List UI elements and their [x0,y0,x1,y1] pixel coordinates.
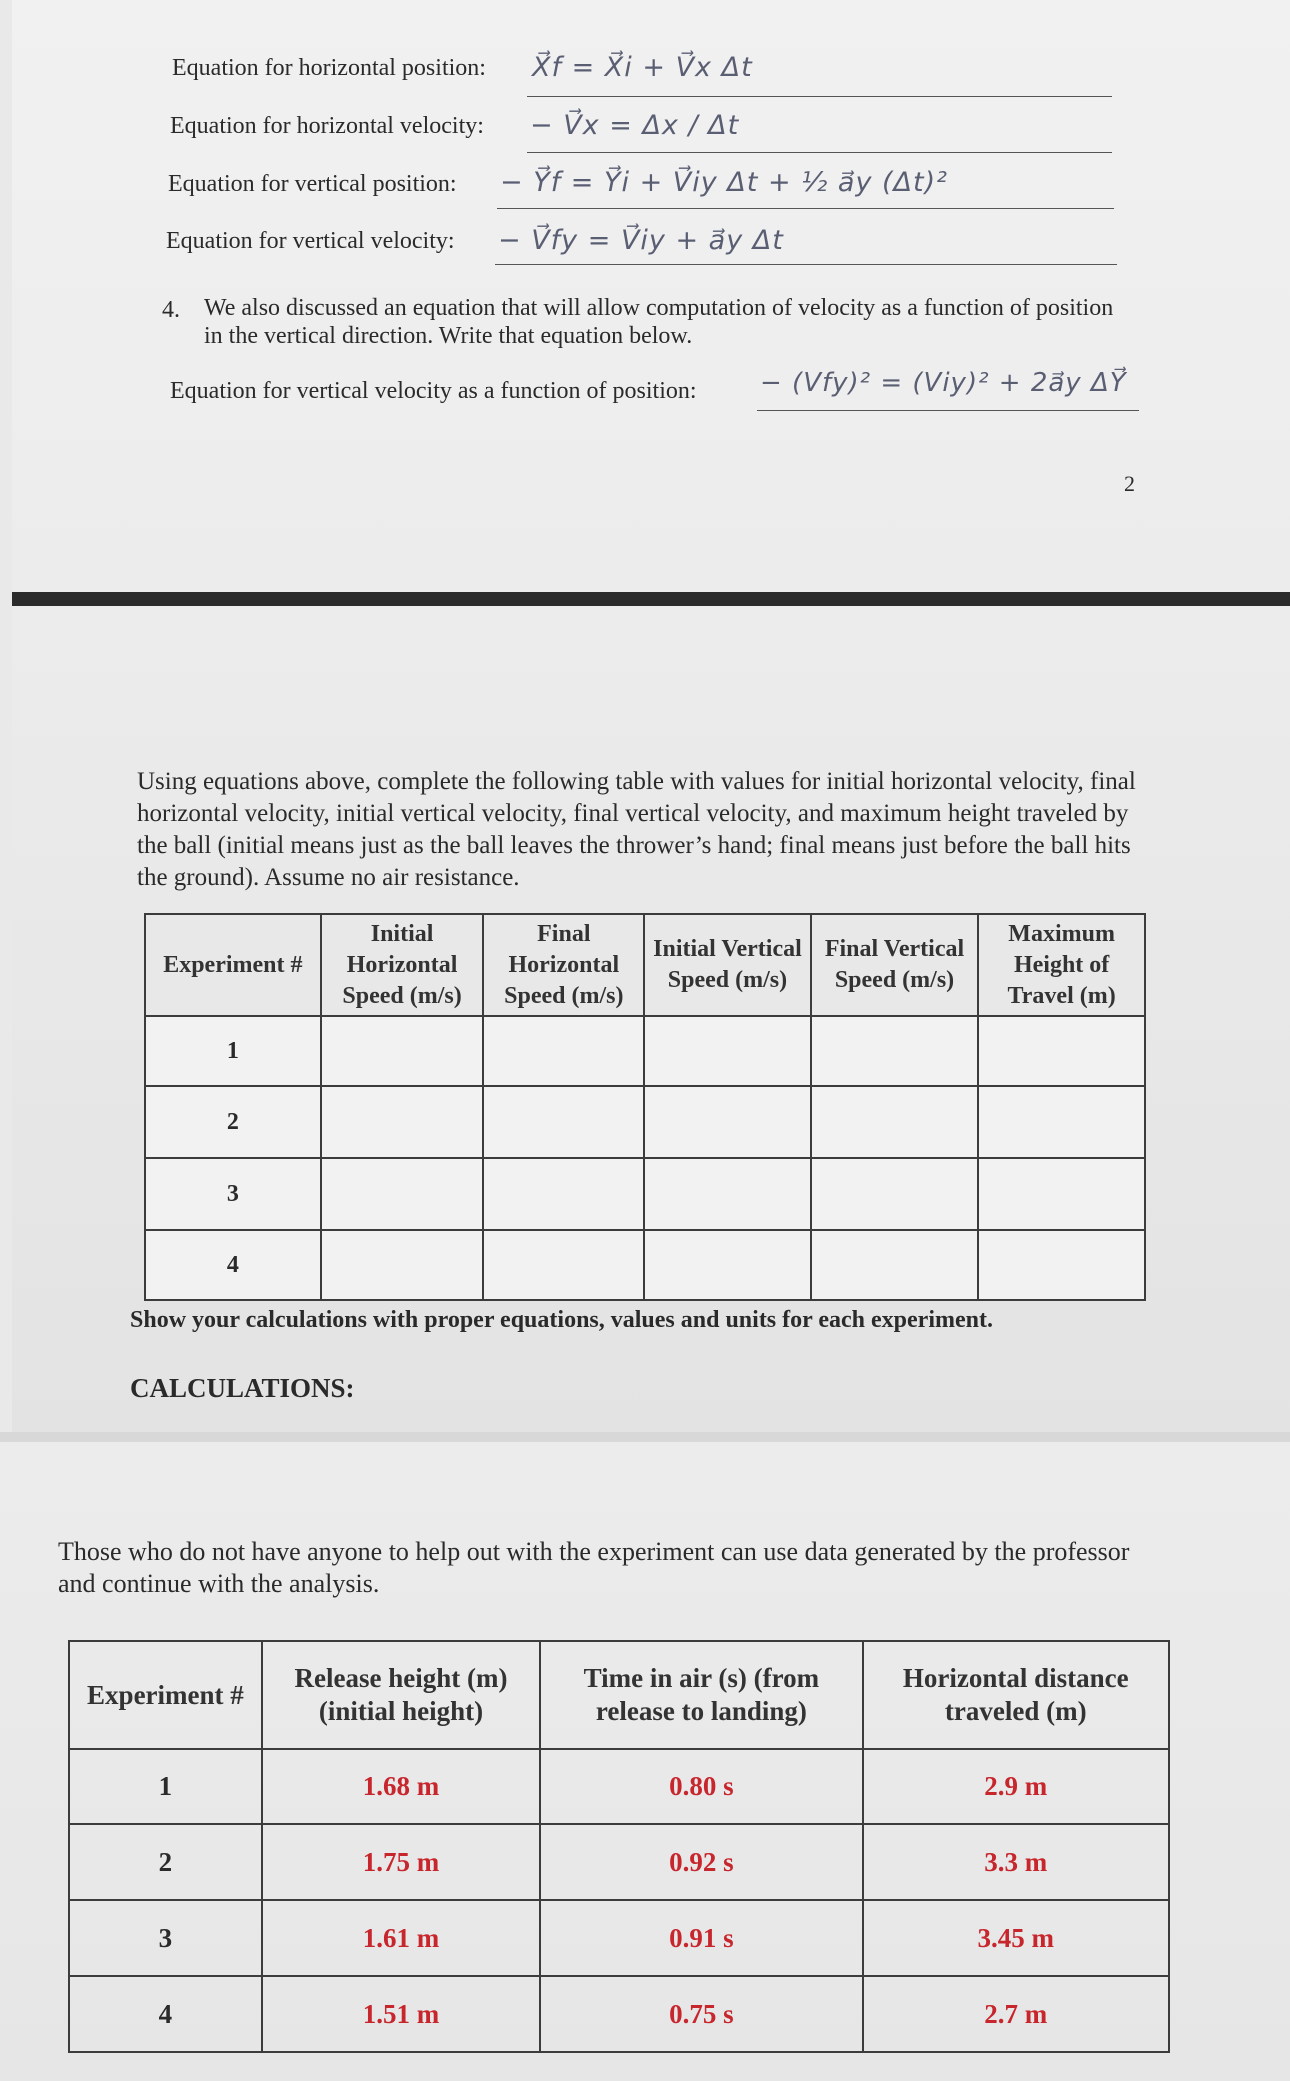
input-cell[interactable] [978,1230,1145,1300]
header-horizontal-distance: Horizontal distance traveled (m) [863,1641,1169,1749]
header-max-height: Maximum Height of Travel (m) [978,914,1145,1016]
answer-line [497,208,1114,209]
input-cell[interactable] [978,1086,1145,1158]
answer-line [527,96,1112,97]
release-height-value: 1.61 m [262,1900,540,1976]
calculations-heading: CALCULATIONS: [130,1373,355,1403]
experiment-number: 4 [69,1976,262,2052]
equation-label-vertical-velocity: Equation for vertical velocity: [166,228,455,254]
horizontal-distance-value: 3.3 m [863,1824,1169,1900]
show-calculations-note: Show your calculations with proper equations, values and units for each experiment. [130,1307,993,1333]
experiment-number: 1 [69,1749,262,1824]
time-in-air-value: 0.91 s [540,1900,862,1976]
horizontal-distance-value: 3.45 m [863,1900,1169,1976]
answer-velocity-position: − (Vfy)² = (Viy)² + 2a⃗y ΔY⃗ [760,368,1127,398]
input-cell[interactable] [321,1158,484,1230]
input-cell[interactable] [978,1158,1145,1230]
input-cell[interactable] [321,1230,484,1300]
results-table [144,913,1146,1301]
experiment-number: 2 [69,1824,262,1900]
header-time-in-air: Time in air (s) (from release to landing) [540,1641,862,1749]
experiment-number: 4 [145,1230,321,1300]
horizontal-distance-value: 2.9 m [863,1749,1169,1824]
velocity-position-label: Equation for vertical velocity as a function of position: [170,378,697,404]
answer-line [757,410,1139,411]
input-cell[interactable] [644,1086,811,1158]
page-gap [0,1432,1290,1442]
input-cell[interactable] [644,1158,811,1230]
answer-vertical-position: − Y⃗f = Y⃗i + V⃗iy Δt + ½ a⃗y (Δt)² [500,167,948,198]
header-experiment: Experiment # [145,914,321,1016]
equation-label-horizontal-velocity: Equation for horizontal velocity: [170,113,484,139]
table-row [69,1749,1169,1824]
answer-horizontal-velocity: − V⃗x = Δx / Δt [530,110,740,141]
input-cell[interactable] [321,1086,484,1158]
input-cell[interactable] [483,1086,644,1158]
table-row [145,1230,1145,1300]
table-header-row [145,914,1145,1016]
instructions-text: Using equations above, complete the following table with values for initial horizontal velocity, final horizontal velocity, initial vertical velocity, final vertical velocity, and maximum height traveled by the ball (initial means just as the ball leaves the thrower’s hand; final means just before the ball hits the ground). Assume no air resistance. [137,768,1136,891]
input-cell[interactable] [483,1230,644,1300]
question-number: 4. [162,297,180,323]
page-divider [12,592,1290,606]
answer-line [495,264,1117,265]
experiment-number: 2 [145,1086,321,1158]
input-cell[interactable] [811,1230,979,1300]
table-row [145,1016,1145,1086]
table-row [69,1976,1169,2052]
horizontal-distance-value: 2.7 m [863,1976,1169,2052]
release-height-value: 1.68 m [262,1749,540,1824]
answer-line [527,152,1112,153]
table-row [69,1900,1169,1976]
data-intro-text: Those who do not have anyone to help out with the experiment can use data generated by the professor and continue with the analysis. [58,1537,1130,1598]
time-in-air-value: 0.92 s [540,1824,862,1900]
experiment-number: 3 [145,1158,321,1230]
worksheet-page-data [0,1442,1290,2081]
answer-horizontal-position: X⃗f = X⃗i + V⃗x Δt [532,52,753,83]
input-cell[interactable] [811,1016,979,1086]
experiment-number: 3 [69,1900,262,1976]
input-cell[interactable] [644,1230,811,1300]
input-cell[interactable] [483,1016,644,1086]
page-number: 2 [1124,471,1135,496]
input-cell[interactable] [811,1086,979,1158]
table-row [145,1158,1145,1230]
header-initial-vertical: Initial Vertical Speed (m/s) [644,914,811,1016]
input-cell[interactable] [811,1158,979,1230]
input-cell[interactable] [321,1016,484,1086]
table-row [69,1824,1169,1900]
header-final-vertical: Final Vertical Speed (m/s) [811,914,979,1016]
table-header-row [69,1641,1169,1749]
input-cell[interactable] [978,1016,1145,1086]
equation-label-vertical-position: Equation for vertical position: [168,171,457,197]
time-in-air-value: 0.80 s [540,1749,862,1824]
worksheet-page-table [12,606,1290,1432]
input-cell[interactable] [644,1016,811,1086]
answer-vertical-velocity: − V⃗fy = V⃗iy + a⃗y Δt [498,225,784,256]
header-final-horizontal: Final Horizontal Speed (m/s) [483,914,644,1016]
header-release-height: Release height (m) (initial height) [262,1641,540,1749]
worksheet-page-equations [12,0,1290,592]
question-text: We also discussed an equation that will allow computation of velocity as a function of position in the vertical direction. Write that equation below. [204,295,1114,349]
release-height-value: 1.75 m [262,1824,540,1900]
input-cell[interactable] [483,1158,644,1230]
time-in-air-value: 0.75 s [540,1976,862,2052]
header-experiment: Experiment # [69,1641,262,1749]
table-row [145,1086,1145,1158]
header-initial-horizontal: Initial Horizontal Speed (m/s) [321,914,484,1016]
equation-label-horizontal-position: Equation for horizontal position: [172,55,486,81]
professor-data-table [68,1640,1170,2053]
experiment-number: 1 [145,1016,321,1086]
release-height-value: 1.51 m [262,1976,540,2052]
